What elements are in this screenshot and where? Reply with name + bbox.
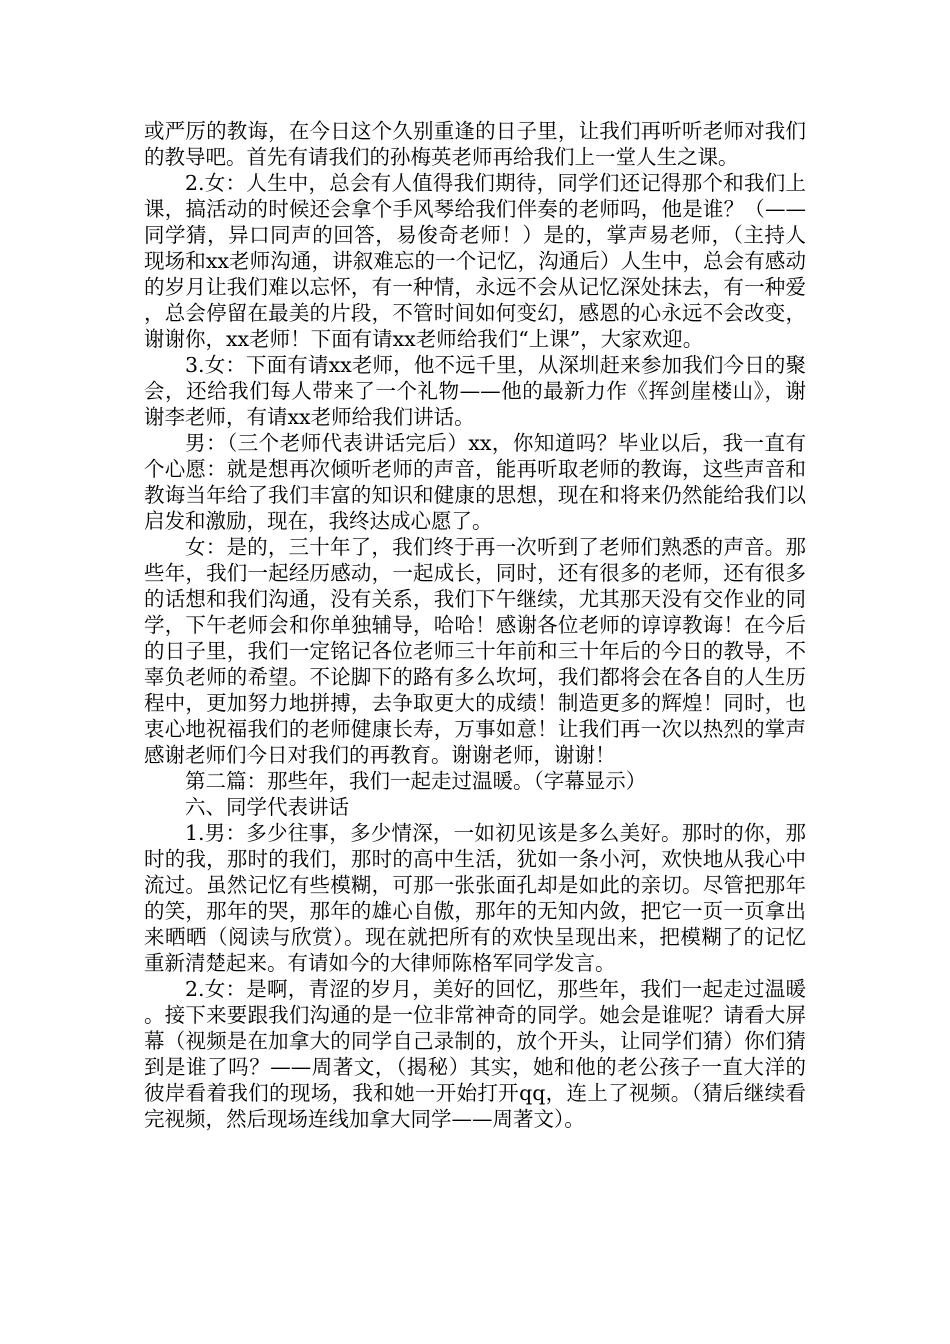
section-heading-student-speech: 六、同学代表讲话: [185, 795, 349, 819]
paragraph-continuation: 或严厉的教诲，在今日这个久别重逢的日子里，让我们再听听老师对我们的教导吧。首先有请我们的孙梅英老师再给我们上一堂人生之课。: [144, 119, 806, 169]
paragraph-male-host: 男：（三个老师代表讲话完后）xx，你知道吗？毕业以后，我一直有个心愿：就是想再次倾听老师的声音，能再听取老师的教诲，这些声音和教诲当年给了我们丰富的知识和健康的思想，现在和将来仍然能给我们以启发和激励，现在，我终达成心愿了。: [144, 431, 806, 533]
paragraph-female-host-3: 3.女：下面有请xx老师，他不远千里，从深圳赶来参加我们今日的聚会，还给我们每人带来了一个礼物——他的最新力作《挥剑崖楼山》，谢谢李老师，有请xx老师给我们讲话。: [144, 353, 806, 429]
paragraph-female-host-2: 2.女：人生中，总会有人值得我们期待，同学们还记得那个和我们上课，搞活动的时候还会拿个手风琴给我们伴奏的老师吗，他是谁？（——同学猜，异口同声的回答，易俊奇老师！）是的，掌声易老师，（主持人现场和xx老师沟通，讲叙难忘的一个记忆，沟通后）人生中，总会有感动的岁月让我们难以忘怀，有一种情，永远不会从记忆深处抹去，有一种爱，总会停留在最美的片段，不管时间如何变幻，感恩的心永远不会改变，谢谢你，xx老师！下面有请xx老师给我们“上课”，大家欢迎。: [144, 171, 806, 351]
paragraph-female-host-video: 2.女：是啊，青涩的岁月，美好的回忆，那些年，我们一起走过温暖。接下来要跟我们沟通的是一位非常神奇的同学。她会是谁呢？请看大屏幕（视频是在加拿大的同学自己录制的，放个开头，让同学们猜）你们猜到是谁了吗？——周著文，（揭秘）其实，她和他的老公孩子一直大洋的彼岸看着我们的现场，我和她一开始打开qq，连上了视频。（猜后继续看完视频，然后现场连线加拿大同学——周著文）。: [144, 977, 806, 1131]
paragraph-female-host-closing: 女：是的，三十年了，我们终于再一次听到了老师们熟悉的声音。那些年，我们一起经历感动，一起成长，同时，还有很多的老师，还有很多的话想和我们沟通，没有关系，我们下午继续，尤其那天没有交作业的同学，下午老师会和你单独辅导，哈哈！感谢各位老师的谆谆教诲！在今后的日子里，我们一定铭记各位老师三十年前和三十年后的今日的教导，不辜负老师的希望。不论脚下的路有多么坎坷，我们都将会在各自的人生历程中，更加努力地拼搏，去争取更大的成绩！制造更多的辉煌！同时，也衷心地祝福我们的老师健康长寿，万事如意！让我们再一次以热烈的掌声感谢老师们今日对我们的再教育。谢谢老师，谢谢！: [144, 535, 806, 767]
section-heading-part-two: 第二篇：那些年，我们一起走过温暖。（字幕显示）: [185, 769, 647, 793]
paragraph-male-host-1: 1.男：多少往事，多少情深，一如初见该是多么美好。那时的你，那时的我，那时的我们，那时的高中生活，犹如一条小河，欢快地从我心中流过。虽然记忆有些模糊，可那一张张面孔却是如此的亲切。尽管把那年的笑，那年的哭，那年的雄心自傲，那年的无知内敛，把它一页一页拿出来晒晒（阅读与欣赏）。现在就把所有的欢快呈现出来，把模糊了的记忆重新清楚起来。有请如今的大律师陈格军同学发言。: [144, 821, 806, 975]
document-page: [144, 118, 806, 1132]
